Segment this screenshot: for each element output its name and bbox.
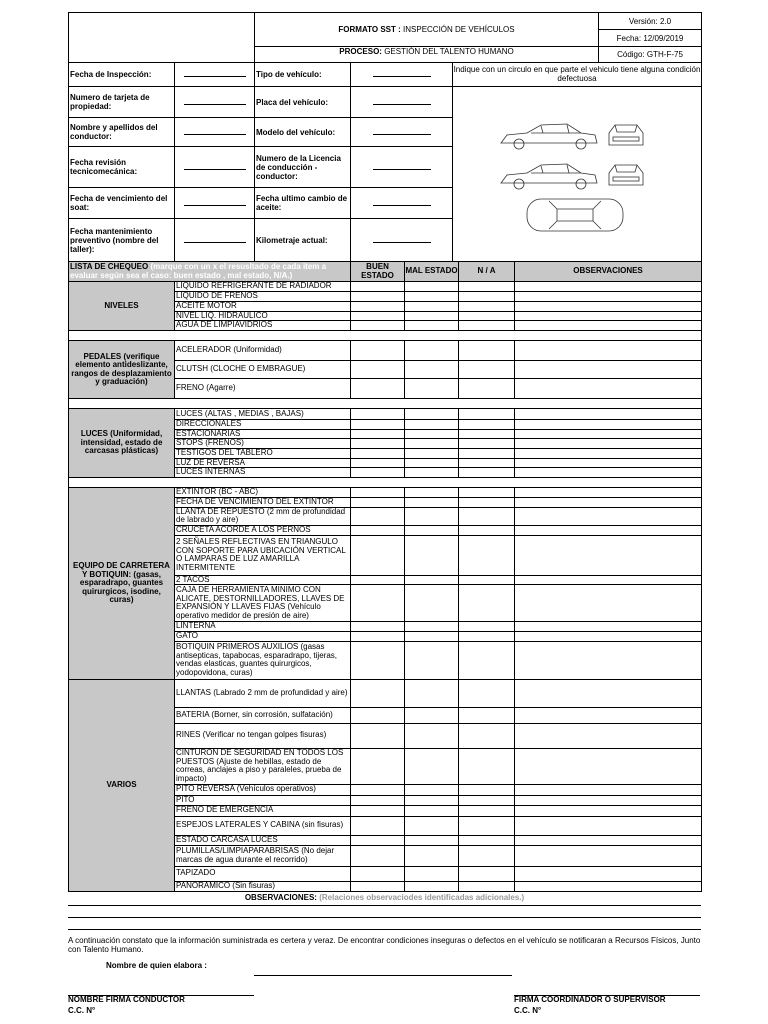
mal-estado-cell[interactable]: [405, 449, 459, 459]
buen-estado-cell[interactable]: [351, 748, 405, 784]
checklist-category: NIVELES: [69, 282, 175, 331]
na-cell[interactable]: [459, 816, 515, 835]
checklist-item: ACEITE MOTOR: [175, 301, 351, 311]
mal-estado-cell[interactable]: [405, 341, 459, 361]
mal-estado-cell[interactable]: [405, 816, 459, 835]
buen-estado-cell[interactable]: [351, 449, 405, 459]
mal-estado-cell[interactable]: [405, 723, 459, 748]
observaciones-cell[interactable]: [515, 429, 702, 439]
observaciones-cell[interactable]: [515, 420, 702, 430]
checklist-title: [69, 262, 351, 282]
mal-estado-cell[interactable]: [405, 429, 459, 439]
buen-estado-cell[interactable]: [351, 535, 405, 575]
mal-estado-cell[interactable]: [405, 795, 459, 805]
na-cell[interactable]: [459, 282, 515, 292]
observaciones-cell[interactable]: [515, 498, 702, 508]
checklist-table: [68, 261, 702, 892]
checklist-item: ESTADO CARCASA LUCES: [175, 835, 351, 845]
buen-estado-cell[interactable]: [351, 361, 405, 379]
obs-line[interactable]: [68, 917, 701, 918]
checklist-spacer: [69, 399, 702, 409]
checklist-item: TAPIZADO: [175, 866, 351, 881]
observaciones-cell[interactable]: [515, 458, 702, 468]
spacer-cell: [69, 399, 702, 409]
info-field[interactable]: [175, 219, 255, 262]
checklist-item: ACELERADOR (Uniformidad): [175, 341, 351, 361]
buen-estado-cell[interactable]: [351, 311, 405, 321]
observaciones-cell[interactable]: [515, 631, 702, 641]
info-field[interactable]: [175, 87, 255, 118]
mal-estado-cell[interactable]: [405, 881, 459, 891]
observaciones-cell[interactable]: [515, 845, 702, 866]
checklist-item: LLANTA DE REPUESTO (2 mm de profundidad de labrado y aire): [175, 507, 351, 525]
checklist-category: PEDALES (verifique elemento antideslizante, rangos de desplazamiento y graduación): [69, 341, 175, 399]
mal-estado-cell[interactable]: [405, 379, 459, 399]
mal-estado-cell[interactable]: [405, 535, 459, 575]
na-cell[interactable]: [459, 881, 515, 891]
mal-estado-cell[interactable]: [405, 311, 459, 321]
conductor-sign-label: NOMBRE FIRMA CONDUCTOR: [68, 995, 185, 1004]
info-label: Fecha de vencimiento del soat:: [69, 188, 175, 219]
mal-estado-cell[interactable]: [405, 420, 459, 430]
info-label: Tipo de vehículo:: [255, 63, 351, 87]
buen-estado-cell[interactable]: [351, 723, 405, 748]
na-cell[interactable]: [459, 748, 515, 784]
checklist-spacer: [69, 331, 702, 341]
mal-estado-cell[interactable]: [405, 575, 459, 585]
observaciones-cell[interactable]: [515, 816, 702, 835]
info-label: Numero de tarjeta de propiedad:: [69, 87, 175, 118]
info-field[interactable]: [351, 147, 453, 188]
logo-area: [69, 13, 255, 63]
na-cell[interactable]: [459, 361, 515, 379]
na-cell[interactable]: [459, 379, 515, 399]
info-field[interactable]: [351, 188, 453, 219]
car-outline-icon: [497, 113, 657, 233]
mal-estado-cell[interactable]: [405, 301, 459, 311]
mal-estado-cell[interactable]: [405, 835, 459, 845]
spacer-cell: [69, 478, 702, 488]
mal-estado-cell[interactable]: [405, 641, 459, 679]
buen-estado-cell[interactable]: [351, 707, 405, 723]
buen-estado-cell[interactable]: [351, 468, 405, 478]
checklist-item: AGUA DE LIMPIAVIDRIOS: [175, 321, 351, 331]
checklist-item: BATERIA (Borner, sin corrosión, sulfatación): [175, 707, 351, 723]
checklist-item: LIQUIDO REFRIGERANTE DE RADIADOR: [175, 282, 351, 292]
na-cell[interactable]: [459, 498, 515, 508]
observaciones-cell[interactable]: [515, 575, 702, 585]
checklist-item: ESTACIONARIAS: [175, 429, 351, 439]
mal-estado-cell[interactable]: [405, 458, 459, 468]
na-cell[interactable]: [459, 468, 515, 478]
lista-label: LISTA DE CHEQUEO: [70, 262, 149, 271]
formato-label: FORMATO SST :: [338, 25, 401, 34]
observaciones-cell[interactable]: [515, 439, 702, 449]
checklist-item: NIVEL LIQ. HIDRAULICO: [175, 311, 351, 321]
na-cell[interactable]: [459, 429, 515, 439]
elabora-line[interactable]: [254, 975, 512, 976]
mal-estado-cell[interactable]: [405, 845, 459, 866]
buen-estado-cell[interactable]: [351, 816, 405, 835]
buen-estado-cell[interactable]: [351, 795, 405, 805]
checklist-item: LIQUIDO DE FRENOS: [175, 292, 351, 302]
na-cell[interactable]: [459, 723, 515, 748]
checklist-item: PITO REVERSA (Vehículos operativos): [175, 784, 351, 795]
buen-estado-cell[interactable]: [351, 585, 405, 622]
mal-estado-cell[interactable]: [405, 507, 459, 525]
observaciones-cell[interactable]: [515, 723, 702, 748]
mal-estado-cell[interactable]: [405, 784, 459, 795]
na-cell[interactable]: [459, 409, 515, 420]
checklist-item: PLUMILLAS/LIMPIAPARABRISAS (No dejar marcas de agua durante el recorrido): [175, 845, 351, 866]
coordinador-sign-label: FIRMA COORDINADOR O SUPERVISOR: [514, 995, 666, 1004]
na-cell[interactable]: [459, 795, 515, 805]
info-label: Kilometraje actual:: [255, 219, 351, 262]
mal-estado-cell[interactable]: [405, 622, 459, 632]
observaciones-cell[interactable]: [515, 321, 702, 331]
mal-estado-cell[interactable]: [405, 525, 459, 535]
info-field[interactable]: [351, 87, 453, 118]
checklist-item: 2 TACOS: [175, 575, 351, 585]
buen-estado-cell[interactable]: [351, 631, 405, 641]
observaciones-cell[interactable]: [515, 748, 702, 784]
obs-note: (Relaciones observaciodes identificadas adicionales.): [319, 893, 525, 902]
form-header: [68, 12, 702, 63]
checklist-item: CINTURON DE SEGURIDAD EN TODOS LOS PUESTOS (Ajuste de hebillas, estado de correas, anclajes a piso y paraleles, prueba de impacto): [175, 748, 351, 784]
buen-estado-cell[interactable]: [351, 439, 405, 449]
na-cell[interactable]: [459, 292, 515, 302]
mal-estado-cell[interactable]: [405, 679, 459, 707]
obs-line[interactable]: [68, 905, 701, 906]
checklist-row: [69, 679, 702, 707]
observaciones-cell[interactable]: [515, 881, 702, 891]
obs-line[interactable]: [68, 929, 701, 930]
checklist-category: LUCES (Uniformidad, intensidad, estado de carcasas plásticas): [69, 409, 175, 478]
observaciones-cell[interactable]: [515, 866, 702, 881]
checklist-item: LUCES (ALTAS , MEDIAS , BAJAS): [175, 409, 351, 420]
observaciones-cell[interactable]: [515, 535, 702, 575]
na-cell[interactable]: [459, 449, 515, 459]
observaciones-cell[interactable]: [515, 488, 702, 498]
checklist-item: CLUTSH (CLOCHE O EMBRAGUE): [175, 361, 351, 379]
proceso: [255, 47, 599, 63]
checklist-item: FRENO (Agarre): [175, 379, 351, 399]
na-cell[interactable]: [459, 679, 515, 707]
checklist-item: EXTINTOR (BC - ABC): [175, 488, 351, 498]
observaciones-cell[interactable]: [515, 795, 702, 805]
info-label: Fecha revisión tecnicomecánica:: [69, 147, 175, 188]
na-cell[interactable]: [459, 866, 515, 881]
checklist-item: 2 SEÑALES REFLECTIVAS EN TRIANGULO CON SOPORTE PARA UBICACIÓN VERTICAL O LAMPARAS DE LUZ AMARILLA INTERMITENTE: [175, 535, 351, 575]
checklist-item: LINTERNA: [175, 622, 351, 632]
vehicle-diagram[interactable]: [453, 87, 702, 262]
observaciones-title: [68, 893, 701, 902]
checklist-row: [69, 282, 702, 292]
buen-estado-cell[interactable]: [351, 679, 405, 707]
na-cell[interactable]: [459, 311, 515, 321]
mal-estado-cell[interactable]: [405, 409, 459, 420]
info-field[interactable]: [351, 118, 453, 147]
na-cell[interactable]: [459, 835, 515, 845]
observaciones-cell[interactable]: [515, 341, 702, 361]
elabora-label: Nombre de quien elabora :: [106, 961, 207, 970]
checklist-item: CAJA DE HERRAMIENTA MINIMO CON ALICATE, DESTORNILLADORES, LLAVES DE EXPANSIÓN Y LLAVES FIJAS (Vehículo operativo medidor de presión de aire): [175, 585, 351, 622]
buen-estado-cell[interactable]: [351, 488, 405, 498]
observaciones-cell[interactable]: [515, 525, 702, 535]
mal-estado-cell[interactable]: [405, 631, 459, 641]
checklist-item: PITO: [175, 795, 351, 805]
mal-estado-cell[interactable]: [405, 361, 459, 379]
buen-estado-cell[interactable]: [351, 282, 405, 292]
mal-estado-cell[interactable]: [405, 282, 459, 292]
checklist-item: RINES (Verificar no tengan golpes fisuras): [175, 723, 351, 748]
mal-estado-cell[interactable]: [405, 488, 459, 498]
observaciones-cell[interactable]: [515, 835, 702, 845]
buen-estado-cell[interactable]: [351, 301, 405, 311]
observaciones-cell[interactable]: [515, 784, 702, 795]
vehicle-info: [68, 62, 702, 262]
na-cell[interactable]: [459, 301, 515, 311]
info-label: Nombre y apellidos del conductor:: [69, 118, 175, 147]
observaciones-cell[interactable]: [515, 282, 702, 292]
na-cell[interactable]: [459, 707, 515, 723]
buen-estado-cell[interactable]: [351, 507, 405, 525]
observaciones-cell[interactable]: [515, 507, 702, 525]
na-cell[interactable]: [459, 525, 515, 535]
checklist-item: TESTIGOS DEL TABLERO: [175, 449, 351, 459]
lista-note: (marque con un x el resusltado de cada item a evaluar según sea el caso: buen estado , mal estado, N/A.): [70, 262, 327, 280]
buen-estado-cell[interactable]: [351, 292, 405, 302]
buen-estado-cell[interactable]: [351, 805, 405, 816]
observaciones-cell[interactable]: [515, 361, 702, 379]
proceso-label: PROCESO:: [339, 47, 382, 56]
checklist-item: LUZ DE REVERSA: [175, 458, 351, 468]
checklist-row: [69, 341, 702, 361]
observaciones-cell[interactable]: [515, 622, 702, 632]
na-cell[interactable]: [459, 507, 515, 525]
observaciones-cell[interactable]: [515, 292, 702, 302]
info-label: Fecha de Inspección:: [69, 63, 175, 87]
checklist-spacer: [69, 478, 702, 488]
mal-estado-cell[interactable]: [405, 439, 459, 449]
observaciones-cell[interactable]: [515, 311, 702, 321]
na-cell[interactable]: [459, 341, 515, 361]
na-cell[interactable]: [459, 784, 515, 795]
mal-estado-cell[interactable]: [405, 707, 459, 723]
buen-estado-cell[interactable]: [351, 420, 405, 430]
buen-estado-cell[interactable]: [351, 341, 405, 361]
buen-estado-cell[interactable]: [351, 622, 405, 632]
checklist-category: VARIOS: [69, 679, 175, 891]
checklist-row: [69, 488, 702, 498]
checklist-item: LLANTAS (Labrado 2 mm de profundidad y aire): [175, 679, 351, 707]
buen-estado-cell[interactable]: [351, 575, 405, 585]
na-cell[interactable]: [459, 805, 515, 816]
proceso-value: GESTIÓN DEL TALENTO HUMANO: [384, 47, 514, 56]
observaciones-cell[interactable]: [515, 805, 702, 816]
version: Versión: 2.0: [599, 13, 702, 30]
buen-estado-cell[interactable]: [351, 498, 405, 508]
mal-estado-cell[interactable]: [405, 805, 459, 816]
checklist-item: DIRECCIONALES: [175, 420, 351, 430]
na-cell[interactable]: [459, 535, 515, 575]
info-label: Fecha mantenimiento preventivo (nombre del taller):: [69, 219, 175, 262]
checklist-item: PANORAMICO (Sin fisuras): [175, 881, 351, 891]
checklist-item: GATO: [175, 631, 351, 641]
checklist-item: ESPEJOS LATERALES Y CABINA (sin fisuras): [175, 816, 351, 835]
col-buen-estado: BUEN ESTADO: [351, 262, 405, 282]
buen-estado-cell[interactable]: [351, 641, 405, 679]
na-cell[interactable]: [459, 488, 515, 498]
info-label: Placa del vehículo:: [255, 87, 351, 118]
info-label: Fecha ultimo cambio de aceite:: [255, 188, 351, 219]
info-field[interactable]: [175, 188, 255, 219]
buen-estado-cell[interactable]: [351, 525, 405, 535]
checklist-row: [69, 409, 702, 420]
na-cell[interactable]: [459, 321, 515, 331]
na-cell[interactable]: [459, 641, 515, 679]
info-field[interactable]: [175, 118, 255, 147]
buen-estado-cell[interactable]: [351, 321, 405, 331]
mal-estado-cell[interactable]: [405, 585, 459, 622]
mal-estado-cell[interactable]: [405, 292, 459, 302]
info-label: Modelo del vehículo:: [255, 118, 351, 147]
buen-estado-cell[interactable]: [351, 784, 405, 795]
buen-estado-cell[interactable]: [351, 429, 405, 439]
coordinador-cc: C.C. N°: [514, 1006, 542, 1015]
conductor-cc: C.C. N°: [68, 1006, 96, 1015]
col-mal-estado: MAL ESTADO: [405, 262, 459, 282]
declaration-text: A continuación constato que la información suministrada es certera y veraz. De encontrar condiciones inseguras o defectos en el vehículo se notificaran a Recursos Físicos, Junto con Talento Humano.: [68, 936, 701, 954]
buen-estado-cell[interactable]: [351, 835, 405, 845]
na-cell[interactable]: [459, 439, 515, 449]
na-cell[interactable]: [459, 631, 515, 641]
spacer-cell: [69, 331, 702, 341]
na-cell[interactable]: [459, 458, 515, 468]
info-field[interactable]: [351, 63, 453, 87]
observaciones-cell[interactable]: [515, 641, 702, 679]
col-na: N / A: [459, 262, 515, 282]
na-cell[interactable]: [459, 575, 515, 585]
checklist-item: LUCES INTERNAS: [175, 468, 351, 478]
info-field[interactable]: [175, 63, 255, 87]
observaciones-cell[interactable]: [515, 379, 702, 399]
observaciones-cell[interactable]: [515, 707, 702, 723]
info-label: Numero de la Licencia de conducción - conductor:: [255, 147, 351, 188]
col-observaciones: OBSERVACIONES: [515, 262, 702, 282]
mal-estado-cell[interactable]: [405, 468, 459, 478]
obs-label: OBSERVACIONES:: [244, 893, 317, 902]
formato-value: INSPECCIÓN DE VEHÍCULOS: [403, 25, 515, 34]
observaciones-cell[interactable]: [515, 679, 702, 707]
na-cell[interactable]: [459, 585, 515, 622]
observaciones-cell[interactable]: [515, 449, 702, 459]
mal-estado-cell[interactable]: [405, 498, 459, 508]
mal-estado-cell[interactable]: [405, 321, 459, 331]
na-cell[interactable]: [459, 845, 515, 866]
observaciones-cell[interactable]: [515, 585, 702, 622]
observaciones-cell[interactable]: [515, 301, 702, 311]
na-cell[interactable]: [459, 622, 515, 632]
observaciones-cell[interactable]: [515, 409, 702, 420]
buen-estado-cell[interactable]: [351, 866, 405, 881]
checklist-item: FECHA DE VENCIMIENTO DEL EXTINTOR: [175, 498, 351, 508]
info-field[interactable]: [175, 147, 255, 188]
checklist-item: STOPS (FRENOS): [175, 439, 351, 449]
buen-estado-cell[interactable]: [351, 845, 405, 866]
checklist-category: EQUIPO DE CARRETERA Y BOTIQUIN: (gasas, esparadrapo, guantes quirurgicos, isodine, curas): [69, 488, 175, 680]
na-cell[interactable]: [459, 420, 515, 430]
fecha: Fecha: 12/09/2019: [599, 30, 702, 47]
checklist-item: FRENO DE EMERGENCIA: [175, 805, 351, 816]
mal-estado-cell[interactable]: [405, 748, 459, 784]
buen-estado-cell[interactable]: [351, 881, 405, 891]
buen-estado-cell[interactable]: [351, 458, 405, 468]
checklist-item: CRUCETA ACORDE A LOS PERNOS: [175, 525, 351, 535]
buen-estado-cell[interactable]: [351, 379, 405, 399]
buen-estado-cell[interactable]: [351, 409, 405, 420]
info-field[interactable]: [351, 219, 453, 262]
form-title: [255, 13, 599, 47]
codigo: Código: GTH-F-75: [599, 47, 702, 63]
damage-hint: Indique con un circulo en que parte el vehiculo tiene alguna condición defectuosa: [453, 63, 702, 87]
checklist-item: BOTIQUIN PRIMEROS AUXILIOS (gasas antisepticas, tapabocas, esparadrapo, tijeras, vendas elasticas, guantes quirurgicos, yodopovidona, curas): [175, 641, 351, 679]
observaciones-cell[interactable]: [515, 468, 702, 478]
mal-estado-cell[interactable]: [405, 866, 459, 881]
